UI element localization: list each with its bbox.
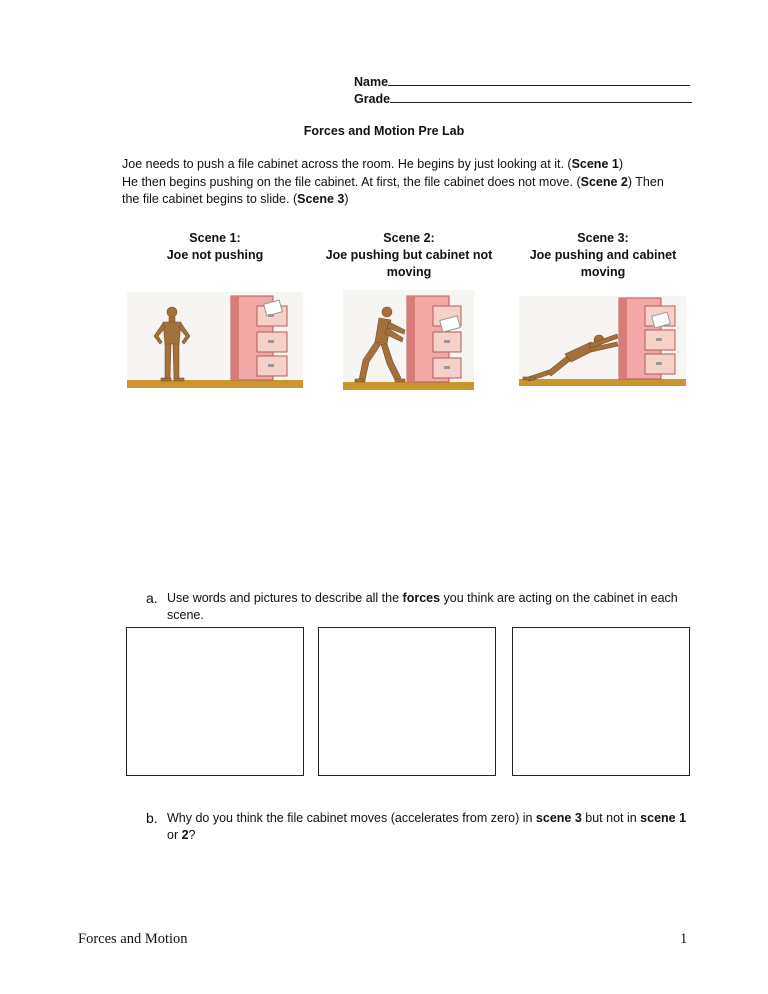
scene-3-illustration — [519, 296, 686, 386]
intro-line-3: the file cabinet begins to slide. (Scene 3) — [122, 192, 349, 206]
scene-3-heading: Scene 3: Joe pushing and cabinet moving — [529, 231, 677, 279]
scene-2-illustration — [343, 290, 474, 390]
scene-2-heading: Scene 2: Joe pushing but cabinet not moving — [325, 231, 493, 279]
answer-box-scene-1[interactable] — [126, 627, 304, 776]
file-cabinet-3 — [619, 298, 675, 379]
page-title: Forces and Motion Pre Lab — [303, 124, 465, 138]
grade-label: Grade — [354, 92, 391, 106]
scene-3-image — [519, 296, 686, 386]
scene-1-heading: Scene 1: Joe not pushing — [166, 231, 264, 262]
scene-1-image — [127, 292, 303, 388]
scene-2-image — [343, 290, 474, 390]
intro-line-1: Joe needs to push a file cabinet across the room. He begins by just looking at it. (Scene 1) — [122, 157, 623, 171]
grade-field[interactable] — [354, 90, 692, 106]
grade-blank-line — [390, 90, 692, 103]
question-b-letter: b. — [146, 810, 158, 826]
file-cabinet-2 — [407, 296, 461, 382]
answer-box-scene-2[interactable] — [318, 627, 496, 776]
question-a-letter: a. — [146, 590, 158, 606]
scene-1-illustration — [127, 292, 303, 388]
page-number: 1 — [680, 931, 688, 947]
question-b-text: Why do you think the file cabinet moves (accelerates from zero) in scene 3 but not in scene 1 or 2? — [167, 811, 687, 842]
answer-box-scene-3[interactable] — [512, 627, 690, 776]
footer-title: Forces and Motion — [78, 931, 188, 947]
question-a — [146, 590, 706, 624]
question-a-text: Use words and pictures to describe all the forces you think are acting on the cabinet in each scene. — [167, 591, 678, 622]
name-label: Name — [354, 75, 389, 89]
intro-line-2: He then begins pushing on the file cabinet. At first, the file cabinet does not move. (Scene 2) Then — [122, 174, 664, 189]
name-field[interactable] — [354, 73, 690, 89]
intro-paragraph — [122, 156, 682, 209]
question-b — [146, 810, 706, 844]
name-blank-line — [388, 73, 690, 86]
file-cabinet-1 — [231, 296, 287, 380]
